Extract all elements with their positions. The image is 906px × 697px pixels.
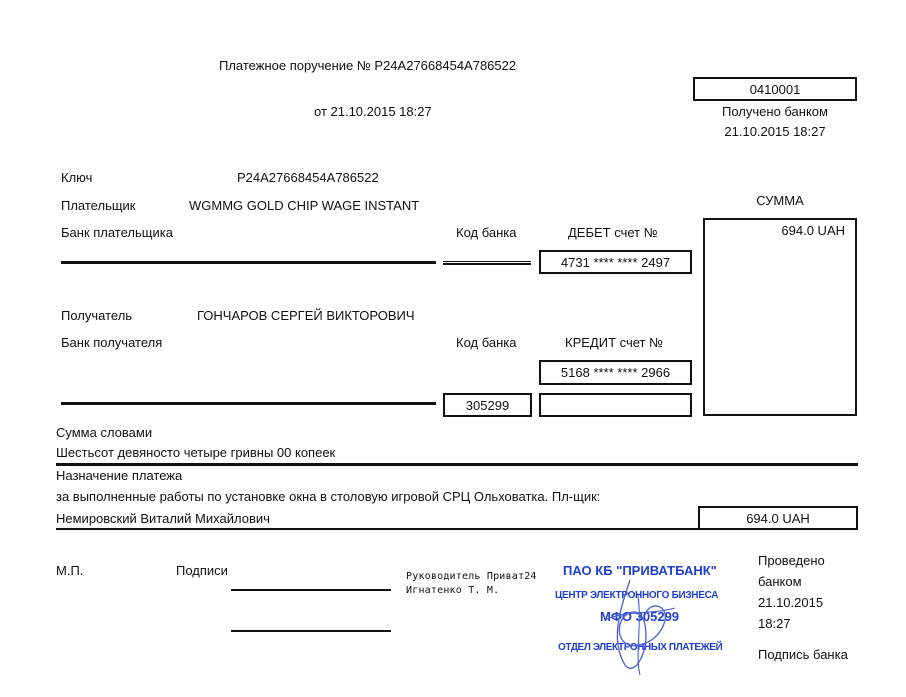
signature-line-2	[231, 630, 391, 632]
debit-label: ДЕБЕТ счет №	[568, 225, 658, 240]
processed-date: 21.10.2015	[758, 595, 824, 610]
signature-line-1	[231, 589, 391, 591]
payer-bank-code-label: Код банка	[456, 225, 517, 240]
key-label: Ключ	[61, 170, 93, 185]
purpose-label: Назначение платежа	[56, 468, 183, 483]
amount-label: СУММА	[756, 193, 804, 208]
amount-value: 694.0 UAH	[781, 223, 845, 238]
signatures-label: Подписи	[176, 563, 228, 578]
payer-bank-line	[61, 261, 436, 264]
purpose-amount-box	[698, 506, 858, 530]
key-value: P24A27668454A786522	[237, 170, 379, 185]
words-divider	[56, 463, 858, 466]
stamp-line-4: ОТДЕЛ ЭЛЕКТРОННЫХ ПЛАТЕЖЕЙ	[558, 642, 723, 653]
words-label: Сумма словами	[56, 425, 153, 440]
document-date: от 21.10.2015 18:27	[314, 104, 432, 119]
recipient-bank-label: Банк получателя	[61, 335, 163, 350]
credit-account-box	[539, 360, 692, 385]
document-title: Платежное поручение № P24A27668454A786522	[219, 58, 517, 73]
form-code-box	[693, 77, 857, 101]
received-label: Получено банком	[722, 104, 828, 119]
recipient-bank-code: 305299	[465, 398, 510, 413]
signer-name: Игнатенко Т. М.	[406, 585, 500, 596]
recipient-value: ГОНЧАРОВ СЕРГЕЙ ВИКТОРОВИЧ	[197, 308, 415, 323]
recipient-extra-box	[539, 393, 692, 417]
payer-label: Плательщик	[61, 198, 136, 213]
payer-value: WGMMG GOLD CHIP WAGE INSTANT	[189, 198, 420, 213]
credit-account: 5168 **** **** 2966	[560, 365, 671, 380]
words-value: Шестьсот девяносто четыре гривны 00 копеек	[56, 445, 336, 460]
stamp-line-3: МФО 305299	[600, 609, 680, 624]
debit-account-box	[539, 250, 692, 274]
payer-bank-code-line	[443, 263, 531, 265]
recipient-bank-code-box	[443, 393, 532, 417]
bank-signature-label: Подпись банка	[758, 647, 848, 662]
purpose-amount: 694.0 UAH	[746, 511, 810, 526]
payer-bank-code-line-top	[443, 261, 531, 262]
processed-line-1: Проведено	[758, 553, 825, 568]
recipient-bank-line	[61, 402, 436, 405]
purpose-line-2: Немировский Виталий Михайлович	[56, 511, 270, 526]
recipient-label: Получатель	[61, 308, 133, 323]
handwritten-signature	[590, 570, 690, 680]
processed-time: 18:27	[758, 616, 791, 631]
purpose-divider	[56, 528, 700, 530]
received-date: 21.10.2015 18:27	[724, 124, 826, 139]
stamp-line-2: ЦЕНТР ЭЛЕКТРОННОГО БИЗНЕСА	[555, 590, 719, 601]
seal-place-label: М.П.	[56, 563, 84, 578]
payer-bank-label: Банк плательщика	[61, 225, 173, 240]
processed-line-2: банком	[758, 574, 802, 589]
credit-label: КРЕДИТ счет №	[565, 335, 664, 350]
form-code: 0410001	[749, 82, 801, 97]
purpose-line-1: за выполненные работы по установке окна в столовую игровой СРЦ Ольховатка. Пл-щик:	[56, 489, 601, 504]
stamp-line-1: ПАО КБ "ПРИВАТБАНК"	[563, 563, 717, 578]
debit-account: 4731 **** **** 2497	[560, 255, 671, 270]
amount-box	[703, 218, 857, 416]
recipient-bank-code-label: Код банка	[456, 335, 517, 350]
signer-title: Руководитель Приват24	[406, 571, 537, 582]
